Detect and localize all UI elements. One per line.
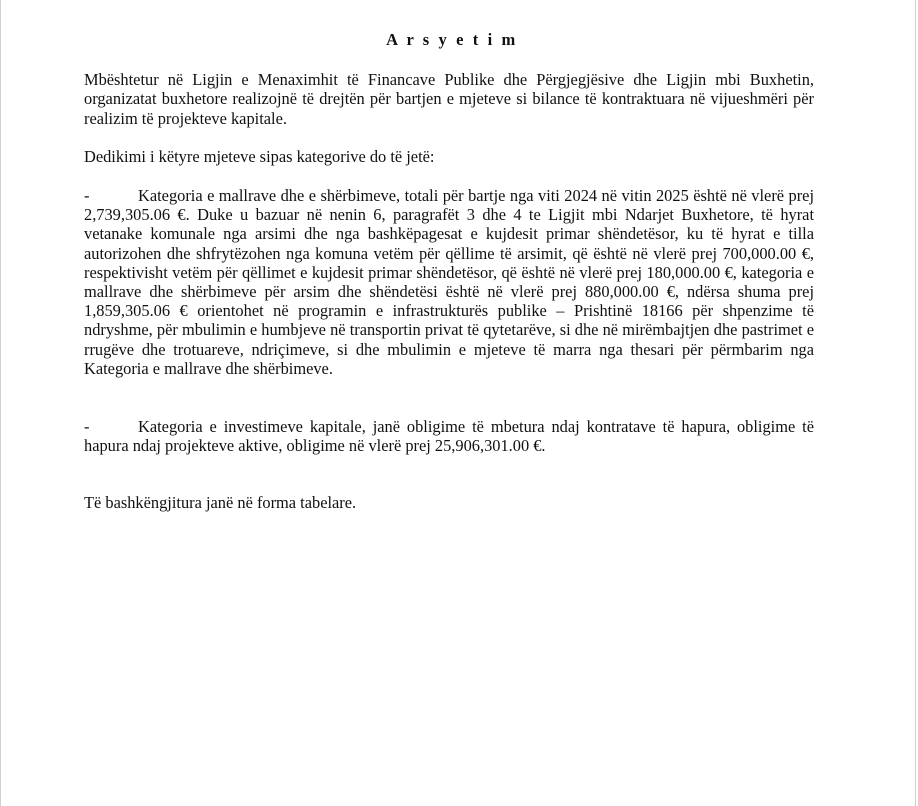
- bullet-item-capital-investments: [84, 417, 814, 455]
- bullet-text: Kategoria e mallrave dhe e shërbimeve, totali për bartje nga viti 2024 në vitin 2025 është në vlerë prej 2,739,305.06 €. Duke u bazuar në nenin 6, paragrafët 3 dhe 4 te Ligjit mbi Ndarjet Buxhetore, të hyrat vetanake komunale nga arsimi dhe nga bashkëpagesat e kujdesit primar shëndetësor, ku të hyrat e tilla autorizohen dhe shfrytëzohen nga komuna vetëm për qëllime të arsimit, që është në vlerë prej 700,000.00 €, respektivisht vetëm për qëllimet e kujdesit primar shëndetësor, që është në vlerë prej 180,000.00 €, kategoria e mallrave dhe shërbimeve për arsim dhe shëndetësi është në vlerë prej 880,000.00 €, ndërsa shuma prej 1,859,305.06 € orientohet në programin e infrastrukturës publike – Prishtinë 18166 për shpenzime të ndryshme, për mbulimin e humbjeve në transportin privat të qytetarëve, si dhe në mirëmbajtjen dhe pastrimet e rrugëve dhe trotuareve, ndriçimeve, si dhe mbulimin e mjeteve të marra nga thesari për përmbarim nga Kategoria e mallrave dhe shërbimeve.: [84, 186, 814, 378]
- bullet-dash: -: [84, 417, 90, 437]
- page-left-edge: [0, 0, 1, 806]
- document-title: A r s y e t i m: [386, 30, 518, 49]
- intro-paragraph: Mbështetur në Ligjin e Menaximhit të Financave Publike dhe Përgjegjësive dhe Ligjin mbi Buxhetin, organizatat buxhetore realizojnë të drejtën për bartjen e mjeteve si bilance të kontraktuara në vijueshmëri për realizim të projekteve kapitale.: [84, 70, 814, 128]
- bullet-item-goods-services: [84, 186, 814, 378]
- bullet-dash: -: [84, 186, 90, 206]
- bullet-text: Kategoria e investimeve kapitale, janë obligime të mbetura ndaj kontratave të hapura, obligime të hapura ndaj projekteve aktive, obligime në vlerë prej 25,906,301.00 €.: [84, 417, 814, 456]
- closing-paragraph: Të bashkëngjitura janë në forma tabelare.: [84, 493, 357, 513]
- dedication-paragraph: Dedikimi i këtyre mjeteve sipas kategorive do të jetë:: [84, 146, 435, 166]
- page-right-edge: [915, 0, 916, 806]
- document-body: [84, 30, 814, 513]
